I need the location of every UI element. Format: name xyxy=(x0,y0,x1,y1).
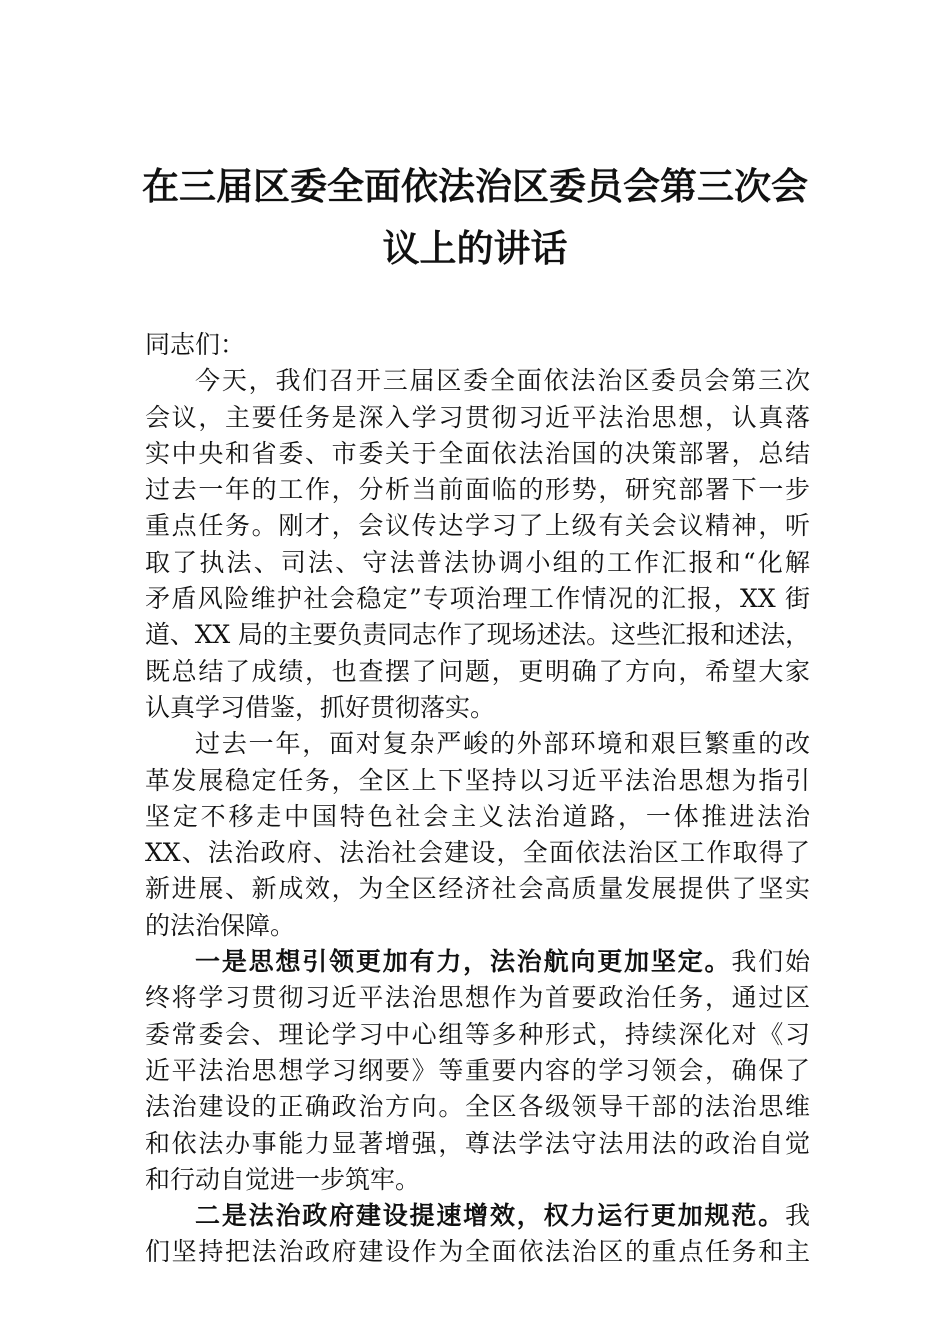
paragraph-line: 重点任务。刚才，会议传达学习了上级有关会议精神，听 xyxy=(145,511,810,541)
document-body xyxy=(145,327,810,1271)
title-line-2: 议上的讲话 xyxy=(382,226,568,270)
paragraph-line: 近平法治思想学习纲要》等重要内容的学习领会，确保了 xyxy=(145,1055,810,1085)
document-title xyxy=(120,155,830,279)
paragraph-line: 新进展、新成效，为全区经济社会高质量发展提供了坚实 xyxy=(145,874,810,904)
paragraph-line: 会议，主要任务是深入学习贯彻习近平法治思想，认真落 xyxy=(145,402,810,432)
paragraph-line: 过去一年的工作，分析当前面临的形势，研究部署下一步 xyxy=(145,475,810,505)
paragraph-line: 矛盾风险维护社会稳定”专项治理工作情况的汇报，XX 街 xyxy=(145,584,810,614)
paragraph-line: XX、法治政府、法治社会建设，全面依法治区工作取得了 xyxy=(145,838,810,868)
paragraph-line: 法治建设的正确政治方向。全区各级领导干部的法治思维 xyxy=(145,1092,810,1122)
paragraph-line: 和行动自觉进一步筑牢。 xyxy=(145,1164,421,1194)
paragraph-line: 认真学习借鉴，抓好贯彻落实。 xyxy=(145,692,496,722)
title-line-1: 在三届区委全面依法治区委员会第三次会 xyxy=(142,164,808,208)
paragraph-line: 坚定不移走中国特色社会主义法治道路，一体推进法治 xyxy=(145,801,810,831)
paragraph-line: 取了执法、司法、守法普法协调小组的工作汇报和“化解 xyxy=(145,547,810,577)
paragraph-line: 既总结了成绩，也查摆了问题，更明确了方向，希望大家 xyxy=(145,656,810,686)
paragraph-line: 的法治保障。 xyxy=(145,910,296,940)
point-1-first-line xyxy=(145,944,810,980)
paragraph-line: 委常委会、理论学习中心组等多种形式，持续深化对《习 xyxy=(145,1019,810,1049)
point-2-heading: 二是法治政府建设提速增效，权力运行更加规范。 xyxy=(195,1201,785,1231)
paragraph-line: 革发展稳定任务，全区上下坚持以习近平法治思想为指引 xyxy=(145,765,810,795)
point-1-text: 我们始 xyxy=(731,947,810,977)
paragraph-line: 过去一年，面对复杂严峻的外部环境和艰巨繁重的改 xyxy=(195,729,810,759)
paragraph-line: 道、XX 局的主要负责同志作了现场述法。这些汇报和述法， xyxy=(145,620,810,650)
paragraph-line: 实中央和省委、市委关于全面依法治国的决策部署，总结 xyxy=(145,438,810,468)
paragraph-line: 和依法办事能力显著增强，尊法学法守法用法的政治自觉 xyxy=(145,1128,810,1158)
salutation: 同志们： xyxy=(145,330,246,359)
point-2-first-line xyxy=(145,1198,810,1234)
paragraph-line: 终将学习贯彻习近平法治思想作为首要政治任务，通过区 xyxy=(145,983,810,1013)
paragraph-line: 今天，我们召开三届区委全面依法治区委员会第三次 xyxy=(195,366,810,396)
point-2-text: 我 xyxy=(784,1201,810,1231)
paragraph-line: 们坚持把法治政府建设作为全面依法治区的重点任务和主 xyxy=(145,1237,810,1267)
point-1-heading: 一是思想引领更加有力，法治航向更加坚定。 xyxy=(195,947,732,977)
